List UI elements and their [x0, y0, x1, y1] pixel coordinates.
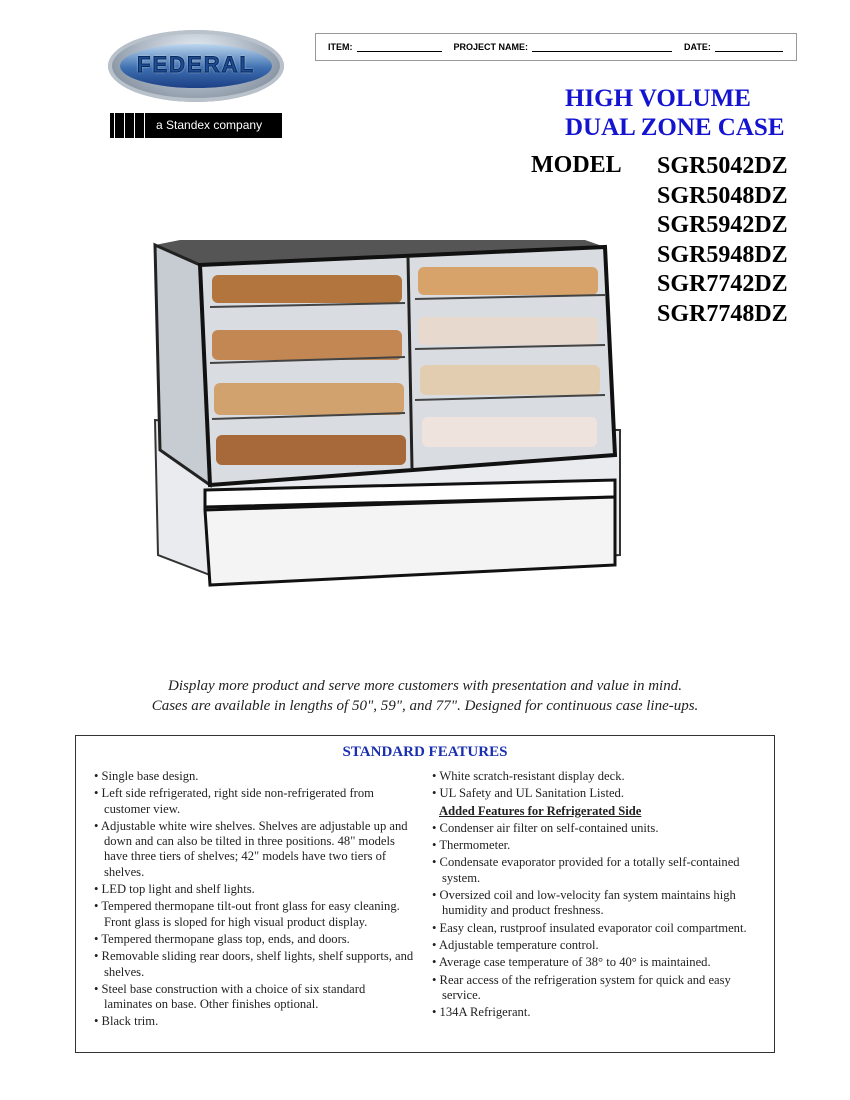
model-number: SGR5948DZ: [657, 241, 788, 268]
standex-logo: [110, 113, 282, 138]
feature-item: • Tempered thermopane glass top, ends, and doors.: [94, 931, 350, 946]
feature-item: • Removable sliding rear doors, shelf lights, shelf supports, and shelves.: [94, 949, 414, 979]
project-name-field[interactable]: [532, 43, 672, 52]
standard-features-box: [75, 735, 775, 1053]
feature-item: • LED top light and shelf lights.: [94, 882, 255, 897]
feature-item: • Adjustable temperature control.: [432, 937, 599, 952]
feature-item: • Rear access of the refrigeration system for quick and easy service.: [432, 972, 731, 1002]
feature-item: • Easy clean, rustproof insulated evaporator coil compartment.: [432, 920, 747, 935]
standex-text: a Standex company: [156, 118, 263, 132]
features-heading: STANDARD FEATURES: [342, 744, 508, 760]
display-case-photo: [150, 235, 640, 635]
product-title: [565, 84, 785, 142]
tagline: [0, 677, 850, 716]
model-number: SGR7742DZ: [657, 271, 788, 297]
date-field[interactable]: [715, 43, 783, 52]
feature-item: • Single base design.: [94, 769, 199, 783]
feature-item: • Average case temperature of 38° to 40° is maintained.: [432, 955, 711, 970]
refrigerated-features-subheading: Added Features for Refrigerated Side: [439, 803, 642, 818]
model-number: SGR5942DZ: [657, 212, 788, 238]
federal-logo: [108, 30, 284, 102]
feature-item: • Oversized coil and low-velocity fan system maintains high humidity and product freshness.: [432, 888, 736, 918]
project-info-box: [315, 33, 797, 61]
features-right-column: [432, 769, 757, 1022]
item-label: ITEM:: [328, 42, 353, 52]
title-line: DUAL ZONE CASE: [565, 114, 785, 141]
feature-item: • Steel base construction with a choice of six standard laminates on base. Other finishes optional.: [94, 981, 366, 1012]
feature-item: • UL Safety and UL Sanitation Listed.: [432, 786, 624, 801]
model-list: [657, 152, 788, 329]
title-line: HIGH VOLUME: [565, 85, 751, 112]
project-name-label: PROJECT NAME:: [453, 42, 529, 52]
tagline-line: Cases are available in lengths of 50", 59", and 77". Designed for continuous case line-ups.: [151, 697, 699, 714]
features-left-column: [94, 769, 414, 1032]
model-number: SGR7748DZ: [657, 300, 788, 327]
logo-text: FEDERAL: [137, 52, 255, 77]
feature-item: • Left side refrigerated, right side non-refrigerated from customer view.: [94, 786, 374, 816]
model-label: MODEL: [531, 152, 622, 178]
feature-item: • Thermometer.: [432, 838, 511, 853]
feature-item: • 134A Refrigerant.: [432, 1005, 531, 1020]
model-number: SGR5042DZ: [657, 153, 788, 179]
feature-item: • White scratch-resistant display deck.: [432, 769, 625, 783]
tagline-line: Display more product and serve more customers with presentation and value in mind.: [168, 678, 682, 694]
feature-item: • Adjustable white wire shelves. Shelves are adjustable up and down and can also be tilted in three positions. 48" models have three tiers of shelves; 42" models have two tiers of shelves.: [94, 818, 408, 879]
item-field[interactable]: [357, 43, 442, 52]
model-number: SGR5048DZ: [657, 182, 788, 209]
feature-item: • Condenser air filter on self-contained units.: [432, 820, 659, 835]
date-label: DATE:: [684, 42, 711, 52]
feature-item: • Condensate evaporator provided for a totally self-contained system.: [432, 855, 740, 885]
feature-item: • Tempered thermopane tilt-out front glass for easy cleaning. Front glass is sloped for high visual product display.: [94, 899, 400, 929]
feature-item: • Black trim.: [94, 1014, 159, 1029]
